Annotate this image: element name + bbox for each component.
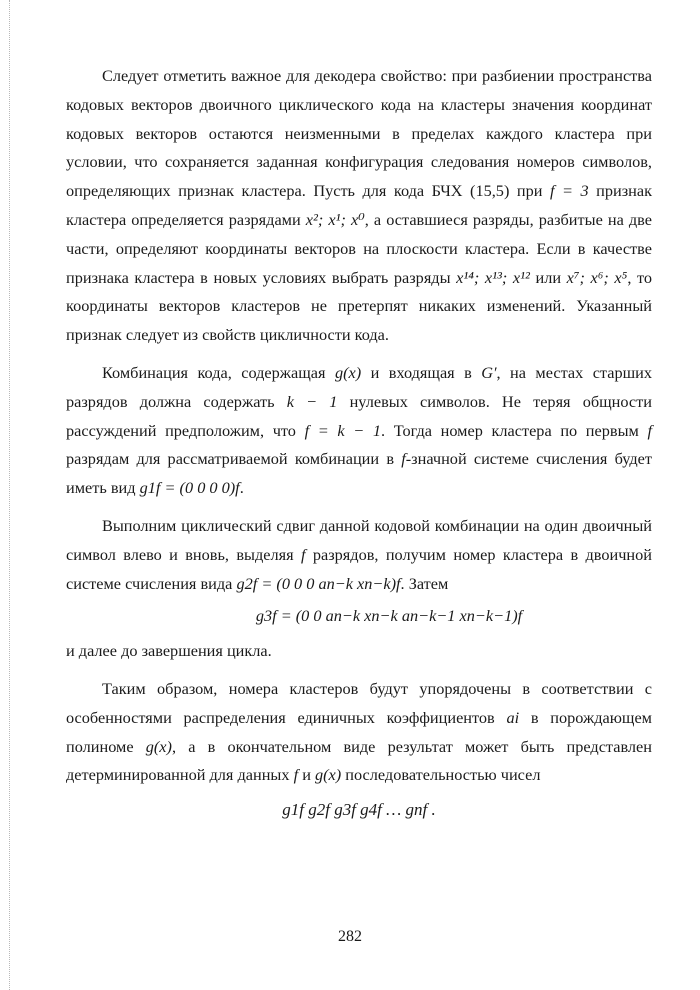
- text-run: в порождающем полиноме: [66, 707, 652, 756]
- text-run: Следует отметить важное для декодера свойство: при разбиении пространства кодовых векторов двоичного циклического кода на кластеры значения координат кодовых векторов остаются неизменными в пределах каждого кластера при условии, что сохраняется заданная конфигурация следования номеров символов, определяющих признак кластера. Пусть для кода БЧХ (15,5) при: [66, 66, 652, 201]
- formula-g3f: [66, 602, 652, 631]
- formula-g-of-x: g(x): [315, 765, 342, 785]
- text-run: разрядов, получим номер кластера в двоичной системе счисления вида: [66, 544, 652, 593]
- formula-g2f: g2f = (0 0 0 an−k xn−k)f: [236, 573, 401, 593]
- text-run: Таким образом, номера кластеров будут упорядочены в соответствии с особенностями распределения единичных коэффициентов: [66, 678, 652, 727]
- paragraph-4: [66, 675, 652, 790]
- text-run: . Затем: [400, 573, 449, 593]
- text-run: разрядам для рассматриваемой комбинации в: [66, 449, 395, 469]
- formula-text: g3f = (0 0 an−k xn−k an−k−1 xn−k−1)f: [255, 606, 523, 626]
- paragraph-2: [66, 359, 652, 503]
- text-run: нулевых символов. Не теряя общности рассуждений предположим, что: [66, 391, 652, 440]
- text-run: . Тогда номер кластера по первым: [381, 420, 639, 440]
- text-run: , на местах старших разрядов должна содержать: [66, 362, 652, 411]
- formula-g-of-x: g(x): [145, 736, 172, 756]
- formula-f-equals-3: f = 3: [549, 181, 589, 201]
- paragraph-3-tail: [66, 637, 652, 666]
- text-run: или: [535, 267, 562, 287]
- text-run: и: [302, 765, 311, 785]
- formula-text: g1f g2f g3f g4f … gnf .: [282, 800, 436, 820]
- formula-f-equals-k-minus-1: f = k − 1: [304, 420, 382, 440]
- text-run: и далее до завершения цикла.: [66, 641, 272, 661]
- text-run: -значной системе счисления будет иметь вид: [66, 449, 653, 498]
- formula-g1f: g1f = (0 0 0 0)f: [139, 478, 240, 498]
- formula-f: f: [300, 544, 306, 564]
- formula-f: f: [401, 449, 406, 469]
- formula-x2-x1-x0: x²; x¹; x⁰: [305, 209, 365, 229]
- text-run: , а оставшиеся разряды, разбитые на две части, определяют координаты векторов на плоскости кластера. Если в качестве признака кластера в новых условиях выбрать разряды: [66, 209, 653, 287]
- paragraph-3: [66, 512, 652, 598]
- text-run: , то координаты векторов кластеров не претерпят никаких изменений. Указанный признак следует из свойств цикличности кода.: [66, 267, 653, 345]
- paragraph-1: [66, 62, 652, 350]
- page-number: 282: [338, 928, 362, 945]
- formula-ai: ai: [506, 707, 520, 727]
- text-run: и входящая в: [370, 362, 472, 382]
- text-run: последовательностью чисел: [345, 765, 541, 785]
- formula-k-minus-1: k − 1: [286, 391, 338, 411]
- formula-g-prime: G′: [481, 362, 497, 382]
- formula-x14-x13-x12: x¹⁴; x¹³; x¹²: [456, 267, 530, 287]
- formula-x7-x6-x5: x⁷; x⁶; x⁵: [566, 267, 628, 287]
- document-page: [66, 62, 652, 825]
- formula-f: f: [647, 420, 653, 440]
- formula-f: f: [293, 765, 299, 785]
- text-run: Выполним циклический сдвиг данной кодовой комбинации на один двоичный символ влево и вновь, выделяя: [66, 515, 652, 564]
- text-run: , а в окончательном виде результат может быть представлен детерминированной для данных: [66, 736, 652, 785]
- page-edge-dotted-line: [9, 0, 10, 990]
- text-run: Комбинация кода, содержащая: [102, 362, 326, 382]
- text-run: .: [239, 478, 244, 498]
- formula-sequence-g1f-gnf: [66, 796, 652, 825]
- formula-g-of-x: g(x): [334, 362, 362, 382]
- text-run: признак кластера определяется разрядами: [66, 181, 653, 229]
